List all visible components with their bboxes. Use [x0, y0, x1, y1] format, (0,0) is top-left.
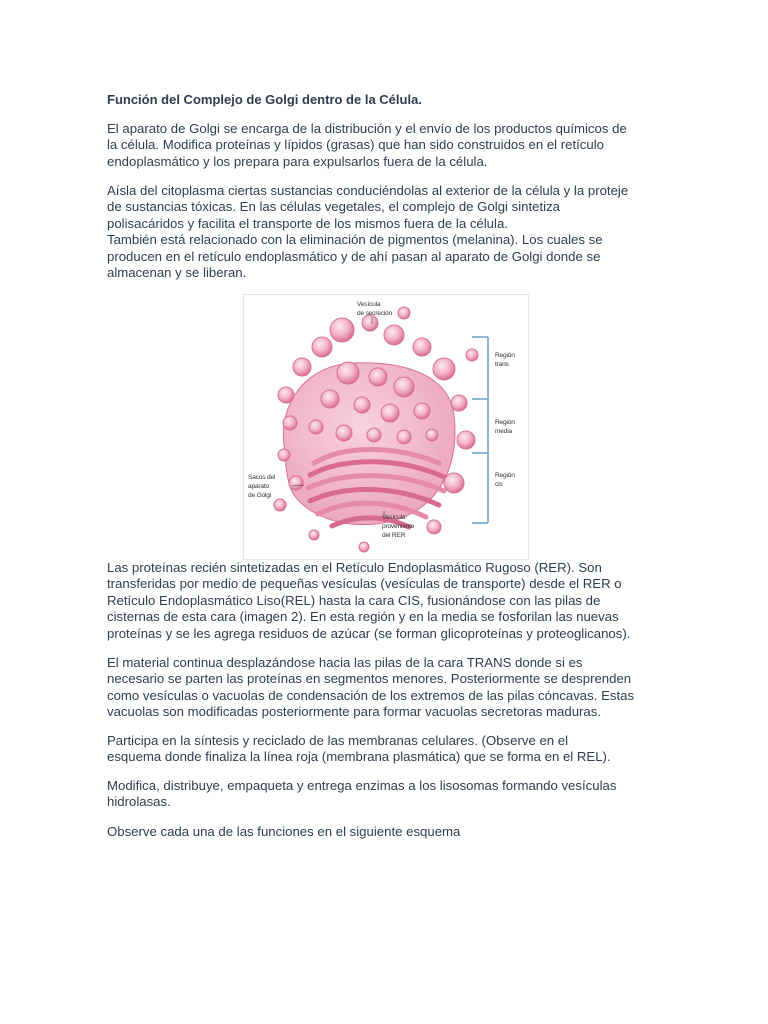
text-line: de sustancias tóxicas. En las células vegetales, el complejo de Golgi sintetiza [107, 199, 561, 215]
text-line: Las proteínas recién sintetizadas en el Retículo Endoplasmático Rugoso (RER). Son [107, 560, 602, 575]
label-rer-vesicle: del RER [382, 532, 406, 539]
label-secretion-vesicle: Vesícula [357, 301, 381, 308]
text-line: la célula. Modifica proteínas y lípidos (grasas) que han sido construidos en el retículo [107, 137, 604, 153]
text-line: También está relacionado con la eliminación de pigmentos (melanina). Los cuales se [107, 232, 603, 248]
text-line: necesario se parten las proteínas en segmentos menores. Posteriormente se desprenden [107, 671, 632, 687]
paragraph [107, 733, 667, 766]
label-region-medial: Región [495, 419, 515, 426]
region-bracket [472, 337, 488, 523]
paragraph [107, 655, 667, 721]
label-golgi-sacs: de Golgi [248, 492, 271, 499]
text-line: polisacáridos y facilita el transporte de los mismos fuera de la célula. [107, 215, 508, 231]
text-line: endoplasmático y los prepara para expulsarlos fuera de la célula. [107, 153, 488, 169]
text-line: vacuolas son modificadas posteriormente para formar vacuolas secretoras maduras. [107, 704, 602, 720]
label-region-cis: cis [495, 481, 503, 488]
paragraph [107, 121, 667, 170]
text-line: Aísla del citoplasma ciertas sustancias conduciéndolas al exterior de la célula y la proteje [107, 183, 629, 198]
text-line: producen en el retículo endoplasmático y de ahí pasan al aparato de Golgi donde se [107, 248, 601, 264]
text-line: Observe cada una de las funciones en el siguiente esquema [107, 824, 461, 839]
label-rer-vesicle: Vesícula [382, 514, 406, 521]
paragraph [107, 778, 667, 811]
golgi-diagram [243, 294, 529, 560]
document-title: Función del Complejo de Golgi dentro de la Célula. [107, 92, 422, 107]
text-line: hidrolasas. [107, 794, 171, 810]
text-line: El material continua desplazándose hacia las pilas de la cara TRANS donde si es [107, 655, 583, 670]
paragraph [107, 183, 667, 281]
label-region-trans: trans [495, 361, 509, 368]
text-line: proteínas y se les agrega residuos de azúcar (se forman glicoproteínas y proteoglicanos). [107, 625, 631, 641]
label-region-cis: Región [495, 472, 515, 479]
text-line: transferidas por medio de pequeñas vesículas (vesículas de transporte) desde el RER o [107, 576, 622, 592]
text-line: almacenan y se liberan. [107, 265, 247, 281]
text-line: El aparato de Golgi se encarga de la distribución y el envío de los productos químicos de [107, 121, 627, 136]
label-region-medial: media [495, 428, 512, 435]
text-line: cisternas de esta cara (imagen 2). En esta región y en la media se fosforilan las nuevas [107, 609, 619, 625]
label-golgi-sacs: aparato [248, 483, 269, 490]
paragraph [107, 824, 667, 840]
paragraph [107, 560, 667, 642]
label-golgi-sacs: Sacos del [248, 474, 276, 481]
text-line: como vesículas o vacuolas de condensación de los extremos de las pilas cóncavas. Estas [107, 687, 635, 703]
text-line: esquema donde finaliza la línea roja (membrana plasmática) que se forma en el REL). [107, 749, 611, 765]
label-secretion-vesicle: de secreción [357, 310, 392, 317]
label-region-trans: Región [495, 352, 515, 359]
text-line: Retículo Endoplasmático Liso(REL) hasta la cara CIS, fusionándose con las pilas de [107, 592, 601, 608]
text-line: Modifica, distribuye, empaqueta y entrega enzimas a los lisosomas formando vesículas [107, 778, 617, 793]
golgi-illustration [244, 295, 528, 559]
text-line: Participa en la síntesis y reciclado de las membranas celulares. (Observe en el [107, 733, 569, 748]
label-rer-vesicle: proveniente [382, 523, 415, 530]
